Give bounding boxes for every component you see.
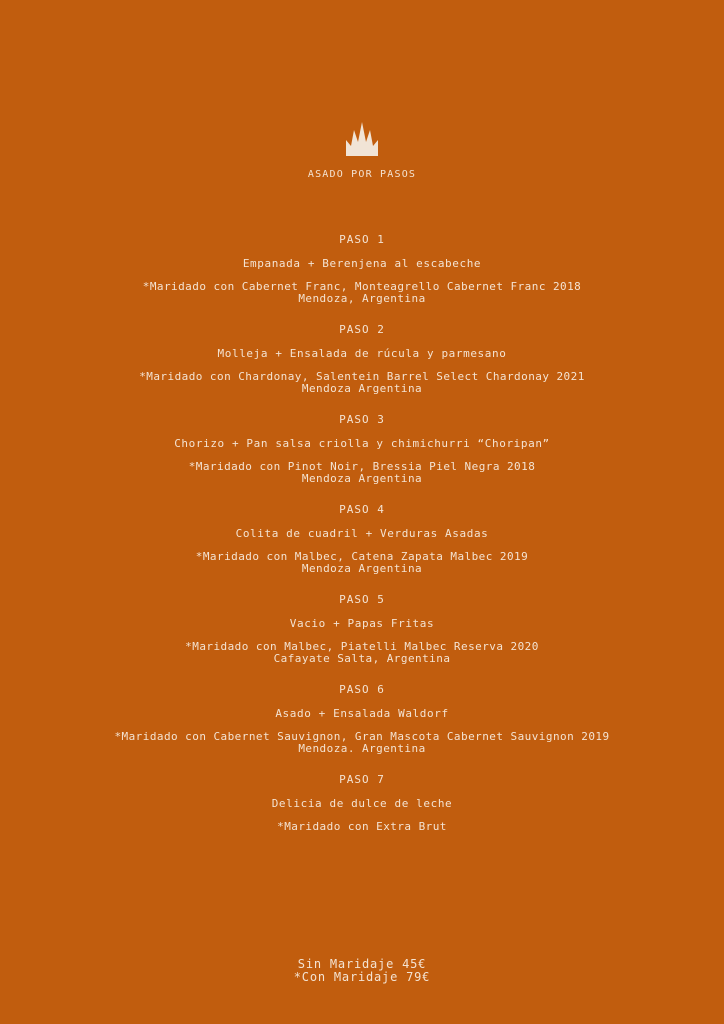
course-pairing: [0, 821, 724, 833]
course-dish: Colita de cuadril + Verduras Asadas: [235, 527, 489, 540]
course-dish: Asado + Ensalada Waldorf: [275, 707, 449, 720]
flame-crown-icon: [346, 122, 378, 156]
pairing-wine: *Maridado con Cabernet Franc, Monteagrello Cabernet Franc 2018: [142, 280, 582, 293]
pairing-origin: Mendoza Argentina: [301, 562, 423, 575]
pairing-origin: Mendoza, Argentina: [298, 292, 426, 305]
course-dish: Chorizo + Pan salsa criolla y chimichurri “Choripan”: [174, 437, 550, 450]
pairing-origin: Mendoza Argentina: [301, 472, 423, 485]
course-1: [0, 233, 724, 305]
course-6: [0, 683, 724, 755]
course-7: [0, 773, 724, 833]
course-dish: Delicia de dulce de leche: [271, 797, 453, 810]
course-label: PASO 3: [339, 413, 385, 426]
course-label: PASO 5: [339, 593, 385, 606]
pairing-origin: Mendoza Argentina: [301, 382, 423, 395]
pairing-wine: *Maridado con Pinot Noir, Bressia Piel Negra 2018: [188, 460, 536, 473]
course-dish: Vacio + Papas Fritas: [289, 617, 435, 630]
course-pairing: [0, 551, 724, 575]
course-4: [0, 503, 724, 575]
price-block: [0, 958, 724, 984]
course-3: [0, 413, 724, 485]
course-dish: Empanada + Berenjena al escabeche: [242, 257, 482, 270]
pairing-wine: *Maridado con Malbec, Catena Zapata Malbec 2019: [195, 550, 529, 563]
pairing-wine: *Maridado con Cabernet Sauvignon, Gran Mascota Cabernet Sauvignon 2019: [114, 730, 610, 743]
course-pairing: [0, 461, 724, 485]
pairing-wine: *Maridado con Chardonay, Salentein Barrel Select Chardonay 2021: [139, 370, 585, 383]
price-with-pairing: *Con Maridaje 79€: [293, 970, 431, 984]
course-label: PASO 4: [339, 503, 385, 516]
pairing-wine: *Maridado con Extra Brut: [277, 820, 447, 833]
course-list: [0, 233, 724, 851]
course-label: PASO 2: [339, 323, 385, 336]
price-without-pairing: Sin Maridaje 45€: [297, 957, 427, 971]
course-5: [0, 593, 724, 665]
course-pairing: [0, 281, 724, 305]
course-label: PASO 6: [339, 683, 385, 696]
menu-title: ASADO POR PASOS: [307, 169, 417, 180]
course-pairing: [0, 641, 724, 665]
course-2: [0, 323, 724, 395]
pairing-wine: *Maridado con Malbec, Piatelli Malbec Reserva 2020: [185, 640, 539, 653]
course-label: PASO 7: [339, 773, 385, 786]
course-pairing: [0, 731, 724, 755]
pairing-origin: Cafayate Salta, Argentina: [273, 652, 451, 665]
course-pairing: [0, 371, 724, 395]
course-dish: Molleja + Ensalada de rúcula y parmesano: [217, 347, 507, 360]
course-label: PASO 1: [339, 233, 385, 246]
pairing-origin: Mendoza. Argentina: [298, 742, 426, 755]
